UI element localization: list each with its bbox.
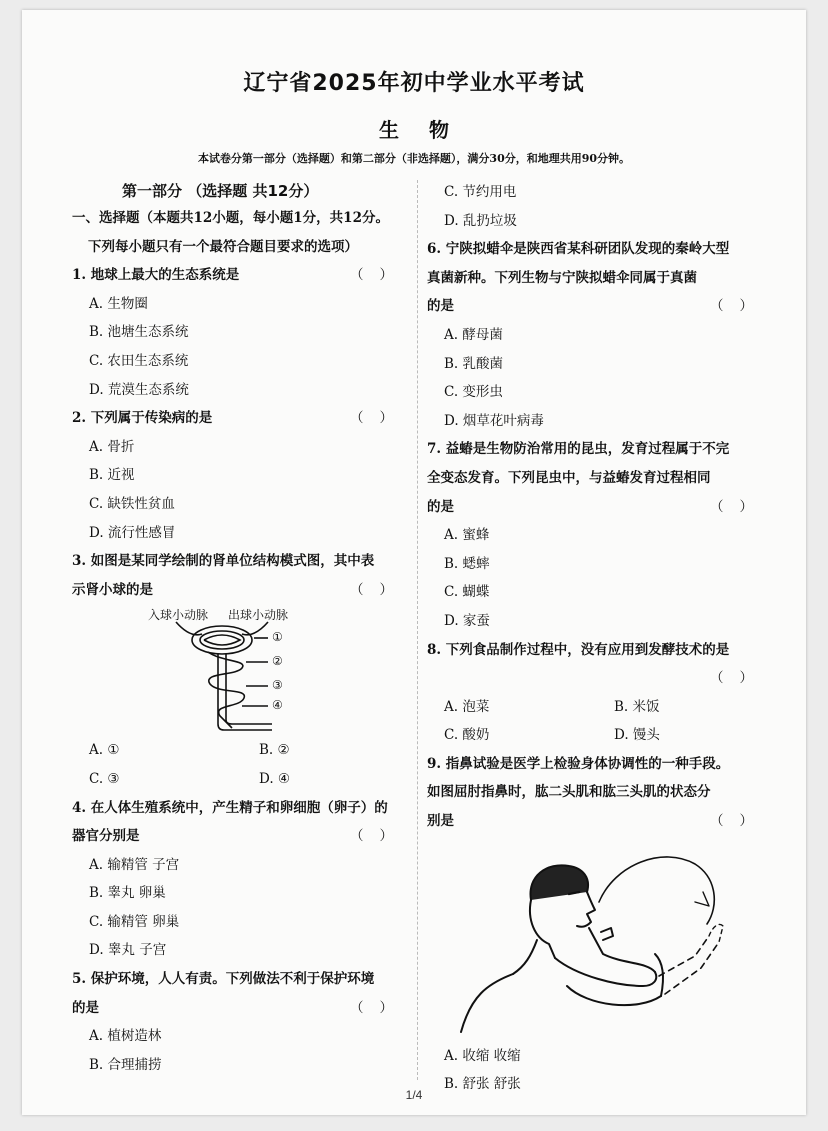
right-column — [427, 178, 777, 1099]
q6-option-b: B. 乳酸菌 — [444, 355, 504, 372]
answer-paren: （） — [710, 298, 769, 315]
q8-option-a: A. 泡菜 — [444, 698, 490, 715]
q4-option-d: D. 睾丸 子宫 — [89, 942, 167, 959]
q4-option-a: A. 输精管 子宫 — [89, 856, 180, 873]
q5-option-c: C. 节约用电 — [444, 184, 517, 200]
q9-stem-line-1: 9. 指鼻试验是医学上检验身体协调性的一种手段。 — [427, 755, 730, 772]
answer-paren: （） — [710, 813, 769, 830]
q6-stem-line-3: 的是 （） — [427, 292, 777, 321]
q3-option-d: D. ④ — [259, 770, 291, 787]
q1-option-b: B. 池塘生态系统 — [89, 324, 189, 341]
q5-stem-line-2: 的是 （） — [72, 994, 417, 1023]
q3-stem-line-2: 示肾小球的是 （） — [72, 576, 417, 605]
q3-option-c: C. ③ — [89, 770, 120, 787]
q8-paren-line — [427, 664, 777, 693]
mark-4: ④ — [272, 698, 283, 713]
q2-option-b: B. 近视 — [89, 467, 135, 484]
answer-paren: （） — [350, 999, 409, 1016]
left-column — [72, 178, 417, 1079]
q1-stem: 1. 地球上最大的生态系统是 （） — [72, 261, 417, 290]
q7-stem-line-3: 的是 （） — [427, 493, 777, 522]
nephron-figure — [72, 604, 417, 736]
q4-option-b: B. 睾丸 卵巢 — [89, 885, 166, 902]
subject-title: 生物 — [379, 118, 479, 142]
q8-option-c: C. 酸奶 — [444, 727, 490, 744]
q7-option-b: B. 蟋蟀 — [444, 555, 490, 572]
q8-option-d: D. 馒头 — [614, 727, 660, 744]
q2-option-a: A. 骨折 — [89, 438, 135, 455]
q8-stem: 8. 下列食品制作过程中，没有应用到发酵技术的是 — [427, 641, 730, 658]
section-title: 一、选择题（本题共12小题，每小题1分，共12分。 — [72, 210, 389, 226]
q1-option-a: A. 生物圈 — [89, 295, 148, 312]
answer-paren: （） — [710, 670, 769, 687]
q3-stem-line-1: 3. 如图是某同学绘制的肾单位结构模式图，其中表 — [72, 553, 375, 570]
finger-nose-figure — [427, 836, 777, 1042]
nephron-diagram — [72, 604, 312, 734]
q1-option-d: D. 荒漠生态系统 — [89, 381, 189, 398]
mark-2: ② — [272, 654, 283, 669]
section-subtitle: 下列每小题只有一个最符合题目要求的选项） — [88, 238, 358, 255]
q6-stem-line-1: 6. 宁陕拟蜡伞是陕西省某科研团队发现的秦岭大型 — [427, 241, 730, 258]
q6-stem-line-2: 真菌新种。下列生物与宁陕拟蜡伞同属于真菌 — [427, 269, 697, 286]
page-indicator: 1/4 — [405, 1088, 423, 1102]
q3-option-b: B. ② — [259, 742, 290, 759]
answer-paren: （） — [350, 581, 409, 598]
q9-stem-line-3: 别是 （） — [427, 807, 777, 836]
q9-option-a: A. 收缩 收缩 — [444, 1047, 521, 1064]
q6-option-a: A. 酵母菌 — [444, 326, 503, 343]
q7-option-d: D. 家蚕 — [444, 612, 490, 629]
q2-option-c: C. 缺铁性贫血 — [89, 495, 175, 512]
q8-option-b: B. 米饭 — [614, 698, 660, 715]
q7-stem-line-2: 全变态发育。下列昆虫中，与益蝽发育过程相同 — [427, 469, 711, 486]
q2-stem: 2. 下列属于传染病的是 （） — [72, 404, 417, 433]
q6-option-c: C. 变形虫 — [444, 384, 503, 401]
q4-option-c: C. 输精管 卵巢 — [89, 913, 180, 930]
q6-option-d: D. 烟草花叶病毒 — [444, 412, 544, 429]
q4-stem-line-1: 4. 在人体生殖系统中，产生精子和卵细胞（卵子）的 — [72, 799, 388, 816]
q3-option-a: A. ① — [89, 742, 120, 759]
q5-option-b: B. 合理捕捞 — [89, 1056, 162, 1073]
answer-paren: （） — [350, 410, 409, 427]
answer-paren: （） — [710, 498, 769, 515]
q4-stem-line-2: 器官分别是 （） — [72, 822, 417, 851]
q3-options-row-1 — [72, 736, 417, 765]
answer-paren: （） — [350, 267, 409, 284]
q2-option-d: D. 流行性感冒 — [89, 524, 176, 541]
q8-options-row-1 — [427, 693, 777, 722]
q5-option-d: D. 乱扔垃圾 — [444, 212, 517, 229]
q7-stem-line-1: 7. 益蝽是生物防治常用的昆虫，发育过程属于不完 — [427, 441, 730, 458]
q5-stem-line-1: 5. 保护环境，人人有责。下列做法不利于保护环境 — [72, 971, 375, 988]
part-one-heading: 第一部分 （选择题 共12分） — [122, 182, 319, 200]
exam-title: 辽宁省2025年初中学业水平考试 — [243, 71, 585, 96]
exam-note: 本试卷分第一部分（选择题）和第二部分（非选择题），满分30分，和地理共用90分钟。 — [197, 152, 631, 165]
answer-paren: （） — [350, 828, 409, 845]
q9-option-b: B. 舒张 舒张 — [444, 1076, 521, 1093]
mark-3: ③ — [272, 678, 283, 693]
q1-option-c: C. 农田生态系统 — [89, 352, 189, 369]
exam-page — [22, 10, 806, 1115]
column-divider — [417, 180, 418, 1080]
q7-option-c: C. 蝴蝶 — [444, 584, 490, 601]
q7-option-a: A. 蜜蜂 — [444, 527, 490, 544]
finger-nose-illustration — [427, 836, 777, 1042]
q9-stem-line-2: 如图屈肘指鼻时，肱二头肌和肱三头肌的状态分 — [427, 784, 711, 801]
q8-options-row-2 — [427, 721, 777, 750]
afferent-arteriole-label: 入球小动脉 — [148, 608, 209, 623]
efferent-arteriole-label: 出球小动脉 — [228, 608, 289, 623]
q3-options-row-2 — [72, 765, 417, 794]
q5-option-a: A. 植树造林 — [89, 1028, 162, 1045]
mark-1: ① — [272, 630, 283, 645]
